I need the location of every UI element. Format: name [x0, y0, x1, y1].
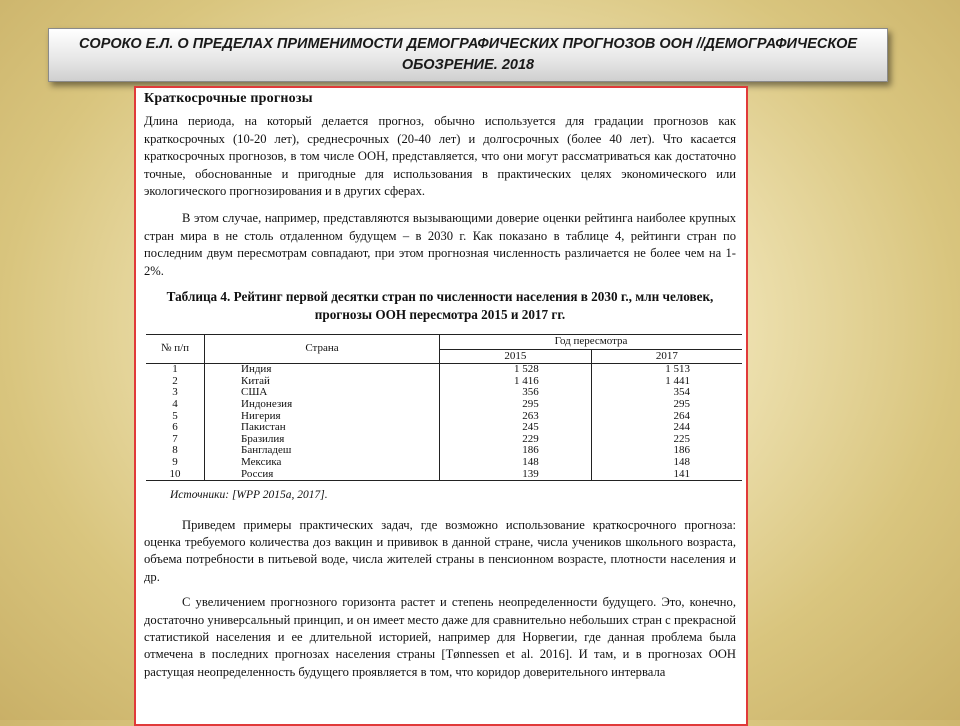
row-value-2015: 295 — [440, 399, 592, 411]
row-country: Россия — [205, 469, 440, 481]
table-caption: Таблица 4. Рейтинг первой десятки стран по численности населения в 2030 г., млн человек, прогнозы ООН пересмотра 2015 и 2017 гг. — [166, 289, 714, 323]
row-value-2015: 263 — [440, 411, 592, 423]
table-row — [146, 364, 742, 376]
row-value-2015: 139 — [440, 469, 592, 481]
row-country: Индия — [205, 364, 440, 376]
row-value-2015: 1 416 — [440, 376, 592, 388]
header-2017: 2017 — [591, 349, 742, 364]
row-value-2015: 229 — [440, 434, 592, 446]
row-value-2015: 245 — [440, 422, 592, 434]
row-value-2017: 141 — [591, 469, 742, 481]
paragraph-3: Приведем примеры практических задач, где возможно использование краткосрочного прогноза: оценка требуемого количества доз вакцин и прививок в данной стране, числа учеников школьного возраста, объема потребности в питьевой воде, числа жителей страны в пенсионном возрасте, плотности населения и др. — [144, 517, 736, 584]
row-value-2017: 264 — [673, 409, 690, 422]
table-row — [146, 469, 742, 481]
table-row — [146, 399, 742, 411]
row-number: 4 — [146, 399, 205, 411]
row-value-2017: 148 — [673, 456, 690, 468]
row-value-2017: 186 — [673, 444, 690, 457]
table-row — [146, 422, 742, 434]
row-country: Бразилия — [205, 434, 440, 446]
row-number: 1 — [146, 364, 205, 376]
row-value-2015: 1 528 — [440, 364, 592, 376]
row-country: Индонезия — [205, 399, 440, 411]
row-country: Бангладеш — [205, 445, 440, 457]
header-no: № п/п — [146, 335, 205, 364]
row-value-2017: 244 — [673, 421, 690, 434]
header-revision: Год пересмотра — [440, 335, 743, 350]
row-country: США — [205, 387, 440, 399]
row-number: 7 — [146, 434, 205, 446]
row-number: 8 — [146, 445, 205, 457]
row-number: 3 — [146, 387, 205, 399]
row-value-2017: 354 — [673, 386, 690, 399]
population-table — [146, 334, 742, 481]
row-value-2017: 1 441 — [665, 374, 690, 387]
table-row — [146, 411, 742, 423]
table-row — [146, 376, 742, 388]
row-number: 10 — [146, 469, 205, 481]
row-country: Мексика — [205, 457, 440, 469]
slide-title: СОРОКО Е.Л. О ПРЕДЕЛАХ ПРИМЕНИМОСТИ ДЕМОГРАФИЧЕСКИХ ПРОГНОЗОВ ООН //ДЕМОГРАФИЧЕСКОЕ ОБОЗРЕНИЕ. 2018 — [78, 36, 858, 73]
section-heading: Краткосрочные прогнозы — [144, 91, 313, 106]
row-value-2015: 186 — [440, 445, 592, 457]
table-row — [146, 434, 742, 446]
row-number: 2 — [146, 376, 205, 388]
paragraph-1: Длина периода, на который делается прогноз, обычно используется для градации прогнозов как краткосрочных (10-20 лет), среднесрочных (20-40 лет) и долгосрочных (более 40 лет). Что касается краткосрочных прогнозов, в том числе ООН, представляется, что они могут рассматриваться как достаточно точные, обоснованные и пригодные для использования в практических целях экономического или экологического прогнозирования и в других сферах. — [144, 114, 736, 199]
slide-title-banner — [48, 28, 888, 82]
table-row — [146, 387, 742, 399]
table-source: Источники: [WPP 2015a, 2017]. — [170, 489, 328, 502]
table-row — [146, 457, 742, 469]
row-value-2017: 225 — [673, 432, 690, 445]
row-number: 6 — [146, 422, 205, 434]
row-number: 9 — [146, 457, 205, 469]
row-country: Пакистан — [205, 422, 440, 434]
paragraph-4: С увеличением прогнозного горизонта растет и степень неопределенности будущего. Это, конечно, достаточно универсальный принцип, и он имеет место даже для сравнительно небольших стран с прекрасной статистикой населения и ее длительной историей, например для Норвегии, где данная проблема была отмечена в последних прогнозах населения страны [Tønnessen et al. 2016]. И там, и в прогнозах ООН растущая неопределенность будущего проявляется в том, что коридор доверительного интервала — [144, 595, 736, 679]
row-country: Нигерия — [205, 411, 440, 423]
row-country: Китай — [205, 376, 440, 388]
document-page — [134, 86, 748, 726]
row-number: 5 — [146, 411, 205, 423]
header-2015: 2015 — [440, 349, 592, 364]
row-value-2015: 356 — [440, 387, 592, 399]
row-value-2015: 148 — [440, 457, 592, 469]
table-row — [146, 445, 742, 457]
paragraph-2: В этом случае, например, представляются вызывающими доверие оценки рейтинга наиболее крупных стран мира в не столь отдаленном будущем – в 2030 г. Как показано в таблице 4, рейтинги стран по последним двум пересмотрам совпадают, при этом прогнозная численность различается не более чем на 1-2%. — [144, 211, 736, 278]
header-country: Страна — [205, 335, 440, 364]
row-value-2017: 295 — [673, 398, 690, 411]
row-value-2017: 1 513 — [665, 363, 690, 376]
